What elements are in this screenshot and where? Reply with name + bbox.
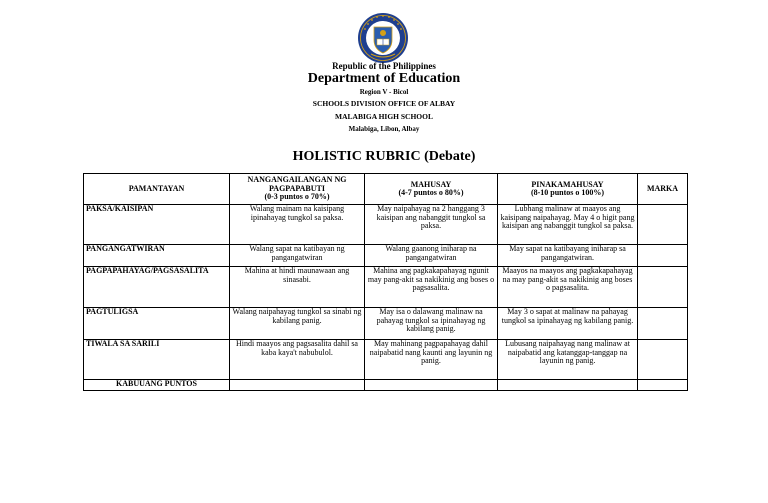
good-cell: May mahinang pagpapahayag dahil naipabatid nang kaunti ang layunin ng panig. — [365, 340, 498, 380]
column-header: PINAKAMAHUSAY (8-10 puntos o 100%) — [498, 174, 638, 205]
needs-improvement-cell: Walang naipahayag tungkol sa sinabi ng kabilang panig. — [230, 308, 365, 340]
division-line: SCHOOLS DIVISION OFFICE OF ALBAY — [312, 99, 456, 108]
excellent-cell: Lubusang naipahayag nang malinaw at naipabatid ang katanggap-tanggap na layunin ng panig. — [498, 340, 638, 380]
republic-line: Republic of the Philippines — [332, 61, 436, 71]
deped-seal-icon — [357, 12, 409, 64]
score-cell — [638, 205, 688, 245]
table-row — [84, 267, 688, 308]
excellent-cell: Lubhang malinaw at maayos ang kaisipang naipahayag. May 4 o higit pang kaisipan ang nabanggit tungkol sa paksa. — [498, 205, 638, 245]
total-label: KABUUANG PUNTOS — [84, 380, 230, 391]
table-row — [84, 308, 688, 340]
needs-improvement-cell: Walang mainam na kaisipang ipinahayag tungkol sa paksa. — [230, 205, 365, 245]
score-cell — [638, 340, 688, 380]
total-cell — [638, 380, 688, 391]
column-header: MARKA — [638, 174, 688, 205]
criterion-cell: PAGTULIGSA — [84, 308, 230, 340]
region-line: Region V - Bicol — [359, 88, 409, 96]
excellent-cell: Maayos na maayos ang pagkakapahayag na may pang-akit sa nakikinig ang boses o pagsasalita. — [498, 267, 638, 308]
score-cell — [638, 267, 688, 308]
needs-improvement-cell: Hindi maayos ang pagsasalita dahil sa kaba kaya't nabubulol. — [230, 340, 365, 380]
school-name: MALABIGA HIGH SCHOOL — [335, 112, 433, 121]
needs-improvement-cell: Mahina at hindi maunawaan ang sinasabi. — [230, 267, 365, 308]
rubric-table — [83, 173, 688, 391]
total-cell — [365, 380, 498, 391]
column-header: PAMANTAYAN — [84, 174, 230, 205]
excellent-cell: May 3 o sapat at malinaw na pahayag tungkol sa ipinahayag ng kabilang panig. — [498, 308, 638, 340]
total-cell — [498, 380, 638, 391]
rubric-header-row — [84, 174, 688, 205]
department-name: Department of Education — [307, 71, 461, 86]
good-cell: Mahina ang pagkakapahayag ngunit may pang-akit sa nakikinig ang boses o pagsasalita. — [365, 267, 498, 308]
good-cell: Walang gaanong iniharap na pangangatwiran — [365, 245, 498, 267]
good-cell: May isa o dalawang malinaw na pahayag tungkol sa ipinahayag ng kabilang panig. — [365, 308, 498, 340]
score-cell — [638, 245, 688, 267]
criterion-cell: PAKSA/KAISIPAN — [84, 205, 230, 245]
column-header: MAHUSAY (4-7 puntos o 80%) — [365, 174, 498, 205]
column-header: NANGANGAILANGAN NG PAGPAPABUTI (0-3 puntos o 70%) — [230, 174, 365, 205]
table-row — [84, 245, 688, 267]
school-location: Malabiga, Libon, Albay — [348, 125, 420, 133]
table-row — [84, 205, 688, 245]
needs-improvement-cell: Walang sapat na katibayan ng pangangatwiran — [230, 245, 365, 267]
good-cell: May naipahayag na 2 hanggang 3 kaisipan ang nabanggit tungkol sa paksa. — [365, 205, 498, 245]
total-row — [84, 380, 688, 391]
excellent-cell: May sapat na katibayang iniharap sa pangangatwiran. — [498, 245, 638, 267]
score-cell — [638, 308, 688, 340]
rubric-title: HOLISTIC RUBRIC (Debate) — [292, 149, 476, 164]
table-row — [84, 340, 688, 380]
criterion-cell: PAGPAPAHAYAG/PAGSASALITA — [84, 267, 230, 308]
criterion-cell: TIWALA SA SARILI — [84, 340, 230, 380]
total-cell — [230, 380, 365, 391]
criterion-cell: PANGANGATWIRAN — [84, 245, 230, 267]
